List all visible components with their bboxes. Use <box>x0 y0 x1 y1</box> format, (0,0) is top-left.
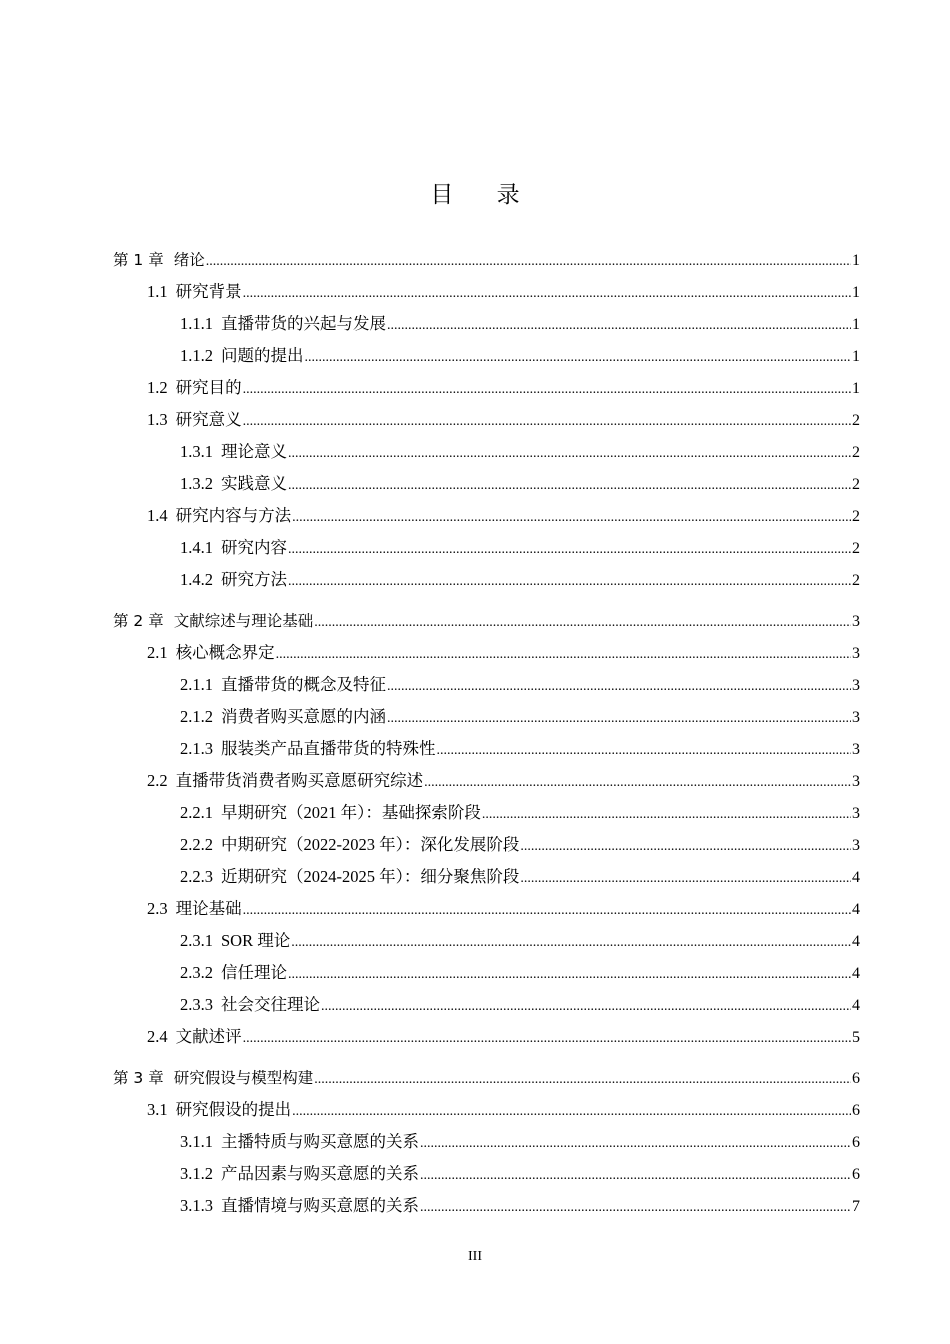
toc-section[interactable] <box>147 643 860 665</box>
toc-subsection[interactable] <box>180 1164 860 1186</box>
toc-entry-title: 绪论 <box>173 251 205 269</box>
toc-entry-title: 近期研究（2024-2025 年）：细分聚焦阶段 <box>221 867 520 886</box>
toc-entry-page: 6 <box>852 1102 860 1119</box>
toc-subsection[interactable] <box>180 995 860 1017</box>
toc-entry-title: 早期研究（2021 年）：基础探索阶段 <box>221 803 481 822</box>
toc-section[interactable] <box>147 1027 860 1049</box>
dot-leader <box>387 677 851 697</box>
toc-entry-number: 第 2 章 <box>113 612 164 630</box>
toc-entry-number: 1.2 <box>147 378 168 397</box>
toc-subsection[interactable] <box>180 442 860 464</box>
dot-leader <box>420 1166 851 1186</box>
toc-chapter[interactable] <box>113 250 860 272</box>
toc-entry-title: 文献述评 <box>175 1027 242 1046</box>
toc-entry-title: 研究背景 <box>175 282 242 301</box>
toc-entry-page: 3 <box>852 645 860 662</box>
toc-entry-number: 2.1.1 <box>180 675 213 694</box>
page-number: III <box>468 1249 482 1264</box>
toc-entry-page: 1 <box>852 252 860 269</box>
toc-entry-title: 核心概念界定 <box>175 643 275 662</box>
toc-entry-title: 研究假设的提出 <box>175 1100 292 1119</box>
toc-entry-number: 1.3 <box>147 410 168 429</box>
toc-entry-page: 6 <box>852 1166 860 1183</box>
toc-entry-title: 直播带货的概念及特征 <box>221 675 386 694</box>
toc-entry-title: 理论基础 <box>175 899 242 918</box>
toc-entry-page: 6 <box>852 1070 860 1087</box>
toc-subsection[interactable] <box>180 1196 860 1218</box>
dot-leader <box>437 741 852 761</box>
toc-entry-page: 4 <box>852 965 860 982</box>
toc-entry-page: 3 <box>852 837 860 854</box>
toc-entry-page: 1 <box>852 380 860 397</box>
dot-leader <box>243 1029 851 1049</box>
toc-entry-title: 中期研究（2022-2023 年）：深化发展阶段 <box>221 835 520 854</box>
toc-section[interactable] <box>147 378 860 400</box>
toc-chapter[interactable] <box>113 1068 860 1090</box>
toc-entry-page: 2 <box>852 540 860 557</box>
dot-leader <box>288 476 851 496</box>
toc-entry-page: 2 <box>852 412 860 429</box>
toc-entry-title: 问题的提出 <box>221 346 304 365</box>
dot-leader <box>288 444 851 464</box>
dot-leader <box>420 1198 851 1218</box>
toc-entry-number: 2.4 <box>147 1027 168 1046</box>
toc-entry-page: 1 <box>852 348 860 365</box>
dot-leader <box>387 709 851 729</box>
toc-entry-page: 6 <box>852 1134 860 1151</box>
toc-entry-page: 3 <box>852 805 860 822</box>
dot-leader <box>292 508 851 528</box>
toc-entry-page: 1 <box>852 316 860 333</box>
toc-entry-number: 2.2 <box>147 771 168 790</box>
toc-entry-number: 1.4.2 <box>180 570 213 589</box>
toc-entry-number: 2.3.2 <box>180 963 213 982</box>
dot-leader <box>314 1070 851 1090</box>
toc-entry-number: 2.2.3 <box>180 867 213 886</box>
dot-leader <box>314 613 851 633</box>
dot-leader <box>288 965 851 985</box>
toc-entry-number: 1.1.2 <box>180 346 213 365</box>
toc-entry-number: 第 1 章 <box>113 251 164 269</box>
toc-entry-number: 2.3 <box>147 899 168 918</box>
toc-entry-title: 直播带货的兴起与发展 <box>221 314 386 333</box>
dot-leader <box>288 540 851 560</box>
toc-entry-number: 2.3.1 <box>180 931 213 950</box>
dot-leader <box>387 316 851 336</box>
toc-entry-title: 直播带货消费者购买意愿研究综述 <box>175 771 424 790</box>
toc-entry-number: 3.1.3 <box>180 1196 213 1215</box>
dot-leader <box>424 773 851 793</box>
toc-entry-title: 产品因素与购买意愿的关系 <box>221 1164 419 1183</box>
toc-chapter[interactable] <box>113 611 860 633</box>
toc-entry-page: 4 <box>852 901 860 918</box>
toc-subsection[interactable] <box>180 570 860 592</box>
toc-subsection[interactable] <box>180 803 860 825</box>
dot-leader <box>520 837 851 857</box>
dot-leader <box>276 645 851 665</box>
toc-subsection[interactable] <box>180 675 860 697</box>
toc-subsection[interactable] <box>180 1132 860 1154</box>
toc-entry-title: 直播情境与购买意愿的关系 <box>221 1196 419 1215</box>
dot-leader <box>291 933 851 953</box>
dot-leader <box>482 805 851 825</box>
toc-subsection[interactable] <box>180 538 860 560</box>
toc-subsection[interactable] <box>180 474 860 496</box>
toc-entry-title: 社会交往理论 <box>221 995 320 1014</box>
toc-entry-page: 2 <box>852 476 860 493</box>
page-title: 目 录 <box>430 182 538 208</box>
toc-entry-title: 研究假设与模型构建 <box>173 1069 314 1087</box>
toc-entry-title: 信任理论 <box>221 963 287 982</box>
dot-leader <box>243 380 851 400</box>
toc-entry-number: 2.2.2 <box>180 835 213 854</box>
toc-entry-page: 3 <box>852 677 860 694</box>
toc-entry-title: 研究内容 <box>221 538 287 557</box>
toc-entry-page: 1 <box>852 284 860 301</box>
toc-entry-title: 研究意义 <box>175 410 242 429</box>
toc-entry-title: SOR 理论 <box>221 931 291 950</box>
dot-leader <box>206 252 851 272</box>
toc-subsection[interactable] <box>180 867 860 889</box>
toc-entry-number: 1.1 <box>147 282 168 301</box>
toc-entry-title: 研究目的 <box>175 378 242 397</box>
toc-entry-number: 2.1.2 <box>180 707 213 726</box>
dot-leader <box>520 869 851 889</box>
toc-entry-number: 1.4.1 <box>180 538 213 557</box>
toc-section[interactable] <box>147 506 860 528</box>
dot-leader <box>243 901 851 921</box>
toc-entry-page: 2 <box>852 508 860 525</box>
toc-entry-title: 研究内容与方法 <box>175 506 292 525</box>
toc-entry-title: 研究方法 <box>221 570 287 589</box>
toc-entry-number: 2.3.3 <box>180 995 213 1014</box>
toc-entry-title: 实践意义 <box>221 474 287 493</box>
toc-subsection[interactable] <box>180 739 860 761</box>
toc-section[interactable] <box>147 771 860 793</box>
toc-section[interactable] <box>147 899 860 921</box>
dot-leader <box>243 412 851 432</box>
toc-entry-title: 主播特质与购买意愿的关系 <box>221 1132 419 1151</box>
toc-subsection[interactable] <box>180 835 860 857</box>
toc-subsection[interactable] <box>180 963 860 985</box>
toc-subsection[interactable] <box>180 931 860 953</box>
toc-entry-page: 3 <box>852 741 860 758</box>
toc-entry-page: 3 <box>852 613 860 630</box>
toc-entry-page: 2 <box>852 572 860 589</box>
toc-section[interactable] <box>147 282 860 304</box>
toc-entry-page: 4 <box>852 869 860 886</box>
toc-subsection[interactable] <box>180 707 860 729</box>
toc-entry-number: 1.3.2 <box>180 474 213 493</box>
toc-entry-page: 7 <box>852 1198 860 1215</box>
toc-entry-number: 3.1.2 <box>180 1164 213 1183</box>
toc-entry-number: 1.4 <box>147 506 168 525</box>
toc-entry-number: 2.1 <box>147 643 168 662</box>
toc-entry-title: 理论意义 <box>221 442 287 461</box>
toc-entry-title: 服装类产品直播带货的特殊性 <box>221 739 436 758</box>
toc-section[interactable] <box>147 410 860 432</box>
toc-subsection[interactable] <box>180 314 860 336</box>
toc-entry-number: 3.1.1 <box>180 1132 213 1151</box>
toc-entry-number: 1.1.1 <box>180 314 213 333</box>
toc-entry-page: 3 <box>852 773 860 790</box>
toc-entry-number: 2.2.1 <box>180 803 213 822</box>
toc-entry-number: 3.1 <box>147 1100 168 1119</box>
toc-entry-page: 4 <box>852 997 860 1014</box>
dot-leader <box>292 1102 851 1122</box>
dot-leader <box>305 348 852 368</box>
toc-entry-number: 1.3.1 <box>180 442 213 461</box>
toc-entry-title: 文献综述与理论基础 <box>173 612 314 630</box>
toc-subsection[interactable] <box>180 346 860 368</box>
dot-leader <box>243 284 851 304</box>
dot-leader <box>288 572 851 592</box>
dot-leader <box>420 1134 851 1154</box>
toc-entry-title: 消费者购买意愿的内涵 <box>221 707 386 726</box>
dot-leader <box>321 997 851 1017</box>
toc-entry-number: 第 3 章 <box>113 1069 164 1087</box>
toc-section[interactable] <box>147 1100 860 1122</box>
toc-entry-page: 2 <box>852 444 860 461</box>
toc-entry-page: 5 <box>852 1029 860 1046</box>
toc-entry-page: 3 <box>852 709 860 726</box>
toc-entry-number: 2.1.3 <box>180 739 213 758</box>
toc-entry-page: 4 <box>852 933 860 950</box>
